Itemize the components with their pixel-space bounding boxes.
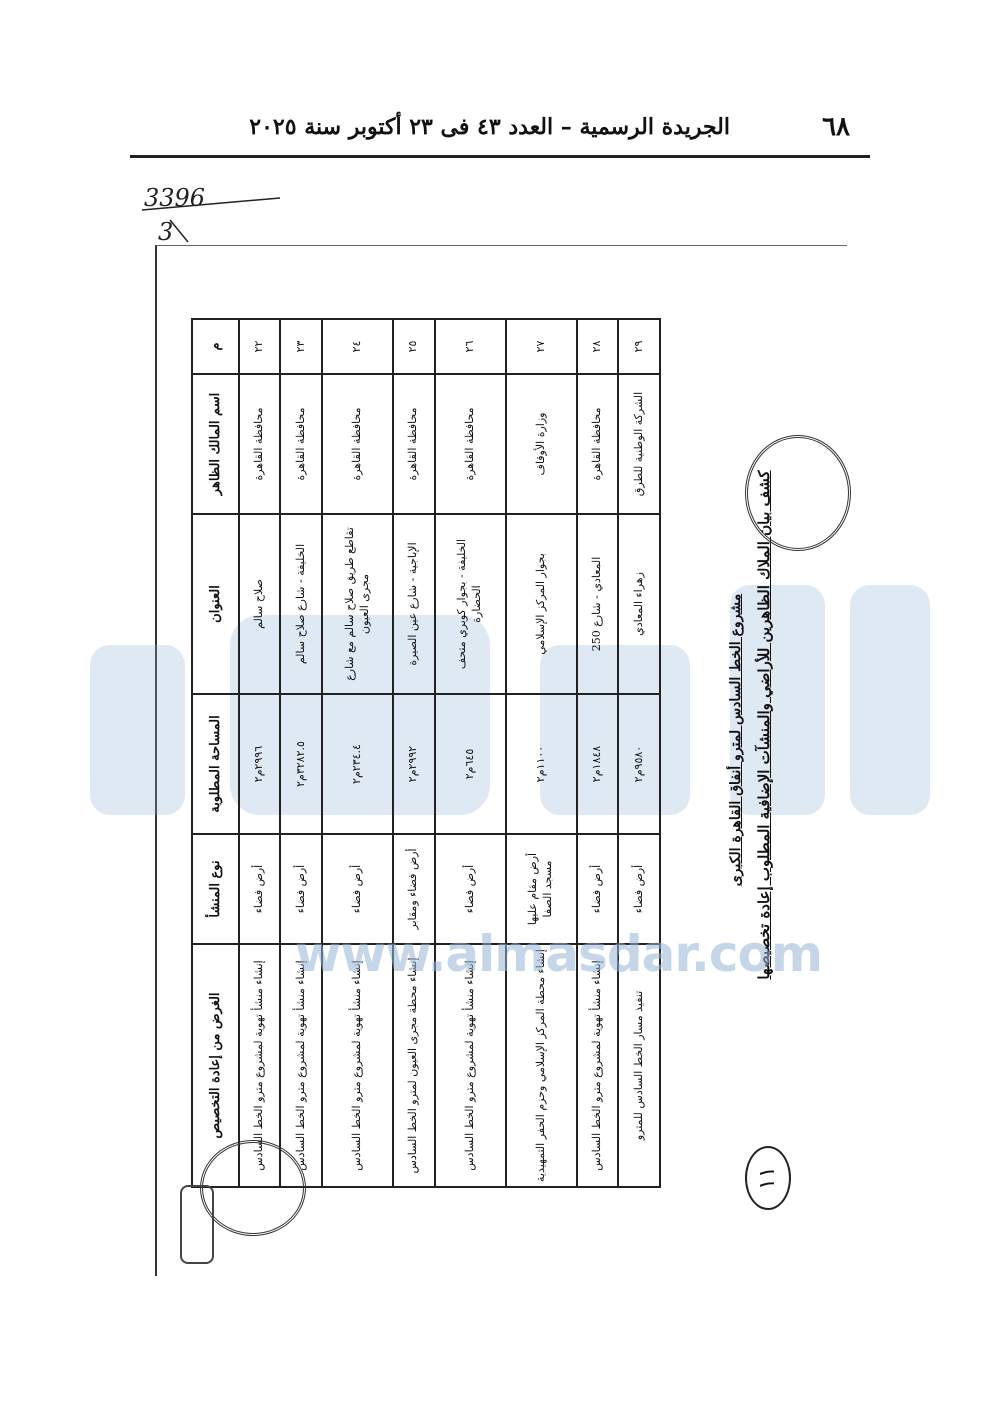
cell-index: ٢٦ xyxy=(435,319,506,374)
header-cell-purpose: الغرض من إعادة التخصيص xyxy=(192,944,239,1187)
cell-area: ٣٢٨٢.٥م٢ xyxy=(280,694,322,834)
header-cell-type: نوع المنشأ xyxy=(192,834,239,944)
owners-table xyxy=(191,318,661,1188)
cell-address: تقاطع طريق صلاح سالم مع شارع مجرى العيون xyxy=(322,514,393,694)
cell-area: ١٨٤٨م٢ xyxy=(577,694,619,834)
cell-address: المعادي - شارع 250 xyxy=(577,514,619,694)
document-title: كشف بيان الملاك الظاهرين للأراضي والمنشآت الإضافية المطلوب إعادة تخصيصها xyxy=(755,470,773,980)
cell-owner: الشركة الوطنية للطرق xyxy=(618,374,660,514)
cell-owner: وزارة الأوقاف xyxy=(506,374,577,514)
cell-purpose: إنشاء محطة المركز الإسلامي وحزم الحفر التمهيدية xyxy=(506,944,577,1187)
cell-purpose: إنشاء منشأ تهوية لمشروع مترو الخط السادس xyxy=(322,944,393,1187)
cell-type: أرض فضاء xyxy=(280,834,322,944)
header-cell-index: م xyxy=(192,319,239,374)
cell-owner: محافظة القاهرة xyxy=(393,374,435,514)
cell-address: بجوار المركز الإسلامي xyxy=(506,514,577,694)
official-stamp-side xyxy=(180,1185,214,1264)
table-row xyxy=(577,319,619,1187)
document-number: ١١ xyxy=(745,1146,791,1210)
cell-type: أرض فضاء xyxy=(577,834,619,944)
table-row xyxy=(506,319,577,1187)
cell-type: أرض فضاء xyxy=(618,834,660,944)
header-cell-address: العنوان xyxy=(192,514,239,694)
cell-address: الخليفة - شارع صلاح سالم xyxy=(280,514,322,694)
cell-index: ٢٣ xyxy=(280,319,322,374)
table-row xyxy=(393,319,435,1187)
table-row xyxy=(239,319,281,1187)
cell-index: ٢٨ xyxy=(577,319,619,374)
cell-area: ١١٠٠م٢ xyxy=(506,694,577,834)
header-cell-area: المساحة المطلوبة xyxy=(192,694,239,834)
table-row xyxy=(322,319,393,1187)
cell-index: ٢٩ xyxy=(618,319,660,374)
cell-purpose: إنشاء منشأ تهوية لمشروع مترو الخط السادس xyxy=(239,944,281,1187)
cell-owner: محافظة القاهرة xyxy=(435,374,506,514)
cell-address: الإباجية - شارع عين الصيرة xyxy=(393,514,435,694)
cell-type: أرض فضاء xyxy=(239,834,281,944)
document-subtitle: مشروع الخط السادس لمترو أنفاق القاهرة الكبرى xyxy=(728,593,744,887)
gazette-title: الجريدة الرسمية – العدد ٤٣ فى ٢٣ أكتوبر سنة ٢٠٢٥ xyxy=(249,114,730,140)
official-stamp-top xyxy=(745,435,851,551)
cell-type: أرض فضاء ومقابر xyxy=(393,834,435,944)
header-rule xyxy=(130,155,870,158)
cell-owner: محافظة القاهرة xyxy=(280,374,322,514)
cell-area: ٢٩٩٦م٢ xyxy=(239,694,281,834)
cell-purpose: إنشاء محطة مجرى العيون لمترو الخط السادس xyxy=(393,944,435,1187)
cell-purpose: تنفيذ مسار الخط السادس للمترو xyxy=(618,944,660,1187)
table-row xyxy=(280,319,322,1187)
cell-type: أرض فضاء xyxy=(435,834,506,944)
rotated-document xyxy=(185,320,825,1190)
cell-purpose: إنشاء منشأ تهوية لمشروع مترو الخط السادس xyxy=(577,944,619,1187)
cell-area: ٢٩٩٢م٢ xyxy=(393,694,435,834)
handwritten-line2: 3 xyxy=(158,218,174,246)
cell-owner: محافظة القاهرة xyxy=(239,374,281,514)
table-row xyxy=(618,319,660,1187)
cell-purpose: إنشاء منشأ تهوية لمشروع مترو الخط السادس xyxy=(435,944,506,1187)
official-stamp-bottom xyxy=(200,1140,306,1236)
handwritten-line1: 3396 xyxy=(144,184,206,212)
cell-index: ٢٢ xyxy=(239,319,281,374)
cell-index: ٢٤ xyxy=(322,319,393,374)
cell-address: الخليفة - بجوار كوبري متحف الحضارة xyxy=(435,514,506,694)
table-row xyxy=(435,319,506,1187)
cell-owner: محافظة القاهرة xyxy=(322,374,393,514)
cell-index: ٢٧ xyxy=(506,319,577,374)
cell-area: ٩٥٨٠م٢ xyxy=(618,694,660,834)
header-cell-owner: اسم المالك الظاهر xyxy=(192,374,239,514)
cell-index: ٢٥ xyxy=(393,319,435,374)
cell-owner: محافظة القاهرة xyxy=(577,374,619,514)
table-header-row xyxy=(192,319,239,1187)
cell-type: أرض مقام عليها مسجد الصفا xyxy=(506,834,577,944)
cell-address: زهراء المعادي xyxy=(618,514,660,694)
cell-area: ٢٣٤.٤م٢ xyxy=(322,694,393,834)
cell-area: ٦٤٥م٢ xyxy=(435,694,506,834)
page-header xyxy=(130,112,870,148)
cell-address: صلاح سالم xyxy=(239,514,281,694)
handwritten-note xyxy=(140,180,290,254)
cell-type: أرض فضاء xyxy=(322,834,393,944)
cell-purpose: إنشاء منشأ تهوية لمشروع مترو الخط السادس xyxy=(280,944,322,1187)
watermark-url: www.almasdar.com xyxy=(295,925,822,983)
page-number: ٦٨ xyxy=(822,112,850,142)
